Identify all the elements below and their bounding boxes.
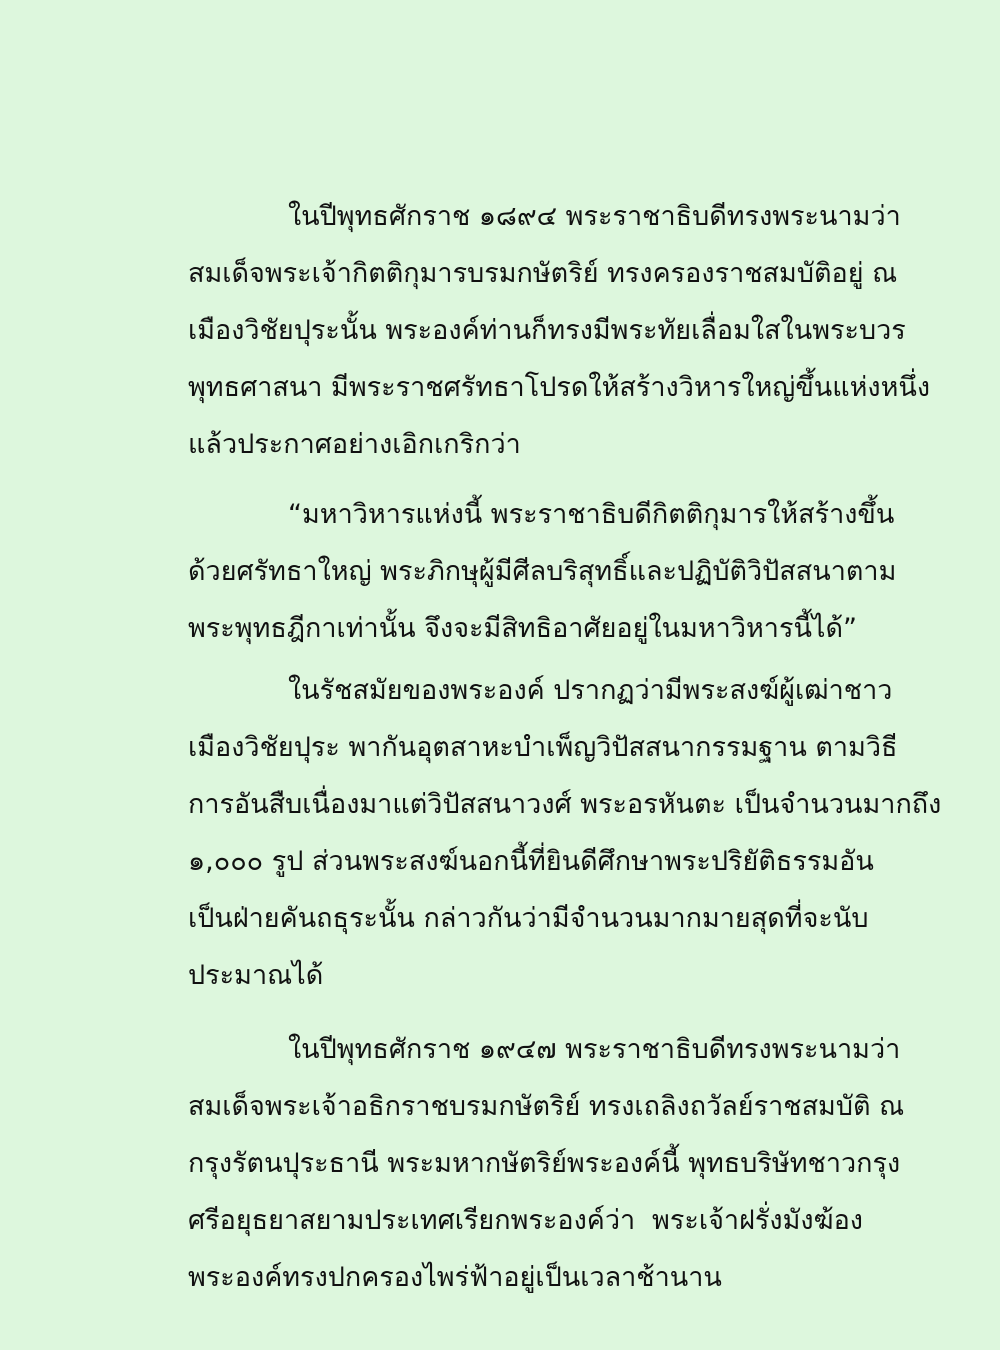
body-text: [188, 188, 942, 1306]
paragraph-line: ด้วยศรัทธาใหญ่ พระภิกษุผู้มีศีลบริสุทธิ์และปฏิบัติวิปัสสนาตาม: [188, 556, 897, 587]
paragraph-line: เมืองวิชัยปุระนั้น พระองค์ท่านก็ทรงมีพระทัยเลื่อมใสในพระบวร: [188, 315, 906, 346]
paragraph-1: [188, 188, 931, 473]
paragraph-line: ในรัชสมัยของพระองค์ ปรากฏว่ามีพระสงฆ์ผู้เฒ่าชาว: [288, 675, 893, 706]
paragraph-4: [188, 1021, 905, 1306]
paragraph-line: เมืองวิชัยปุระ พากันอุตสาหะบำเพ็ญวิปัสสนากรรมฐาน ตามวิธี: [188, 732, 898, 763]
paragraph-line: ศรีอยุธยาสยามประเทศเรียกพระองค์ว่า พระเจ้าฝรั่งมังฆ้อง: [188, 1205, 863, 1236]
paragraph-line: สมเด็จพระเจ้ากิตติกุมารบรมกษัตริย์ ทรงครองราชสมบัติอยู่ ณ: [188, 258, 898, 289]
paragraph-2-quote: [188, 486, 897, 657]
paragraph-line: ในปีพุทธศักราช ๑๙๔๗ พระราชาธิบดีทรงพระนามว่า: [288, 1034, 901, 1065]
paragraph-line: สมเด็จพระเจ้าอธิกราชบรมกษัตริย์ ทรงเถลิงถวัลย์ราชสมบัติ ณ: [188, 1091, 905, 1122]
paragraph-3: [188, 662, 942, 1004]
paragraph-line: ๑,๐๐๐ รูป ส่วนพระสงฆ์นอกนี้ที่ยินดีศึกษาพระปริยัติธรรมอัน: [188, 846, 874, 877]
paragraph-line: เป็นฝ่ายคันถธุระนั้น กล่าวกันว่ามีจำนวนมากมายสุดที่จะนับ: [188, 903, 869, 934]
paragraph-line: พุทธศาสนา มีพระราชศรัทธาโปรดให้สร้างวิหารใหญ่ขึ้นแห่งหนึ่ง: [188, 372, 931, 403]
paragraph-line: พระองค์ทรงปกครองไพร่ฟ้าอยู่เป็นเวลาช้านาน: [188, 1262, 722, 1293]
paragraph-line: แล้วประกาศอย่างเอิกเกริกว่า: [188, 429, 521, 460]
paragraph-line: การอันสืบเนื่องมาแต่วิปัสสนาวงศ์ พระอรหันตะ เป็นจำนวนมากถึง: [188, 789, 942, 820]
paragraph-line: พระพุทธฎีกาเท่านั้น จึงจะมีสิทธิอาศัยอยู่ในมหาวิหารนี้ได้”: [188, 613, 858, 644]
paragraph-line: ในปีพุทธศักราช ๑๘๙๔ พระราชาธิบดีทรงพระนามว่า: [288, 201, 901, 232]
paragraph-line: กรุงรัตนปุระธานี พระมหากษัตริย์พระองค์นี้ พุทธบริษัทชาวกรุง: [188, 1148, 901, 1179]
paragraph-line: ประมาณได้: [188, 960, 324, 991]
paragraph-line: “มหาวิหารแห่งนี้ พระราชาธิบดีกิตติกุมารให้สร้างขึ้น: [288, 499, 895, 530]
